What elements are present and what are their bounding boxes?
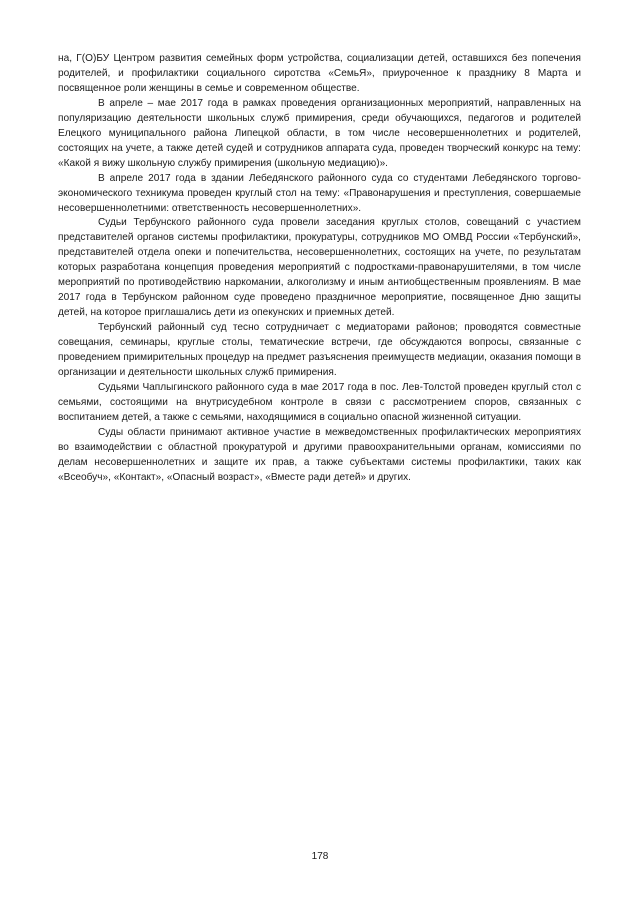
- paragraph-terbuny-mediators: Тербунский районный суд тесно сотрудничает с медиаторами районов; проводятся совместные совещания, семинары, круглые столы, тематические встречи, где обсуждаются вопросы, связанные с проведением примирительных процедур на предмет разъяснения преимуществ медиации, оказания помощи в организации и деятельности школьных служб примирения.: [58, 322, 582, 379]
- paragraph-lebedyan-round-table: В апреле 2017 года в здании Лебедянского районного суда со студентами Лебедянского торгово-экономического техникума проведен круглый стол на тему: «Правонарушения и преступления, совершаемые несовершеннолетними: ответственность несовершеннолетних».: [58, 172, 581, 214]
- body-text: [58, 52, 581, 486]
- page-number: 178: [311, 851, 329, 862]
- paragraph-continuation: на, Г(О)БУ Центром развития семейных форм устройства, социализации детей, оставшихся без попечения родителей, и профилактики социального сиротства «СемьЯ», приуроченное к празднику 8 Марта и посвященное роли женщины в семье и современном обществе.: [58, 53, 581, 94]
- paragraph-creative-contest: В апреле – мае 2017 года в рамках проведения организационных мероприятий, направленных на популяризацию деятельности школьных служб примирения, среди обучающихся, педагогов и родителей Елецкого муниципального района Липецкой области, в том числе несовершеннолетних и родителей, состоящих на учете, а также детей судей и сотрудников аппарата суда, проведен творческий конкурс на тему: «Какой я вижу школьную службу примирения (школьную медиацию)».: [58, 97, 581, 169]
- paragraph-terbuny-meetings: Судьи Тербунского районного суда провели заседания круглых столов, совещаний с участием представителей органов системы профилактики, прокуратуры, сотрудников МО ОМВД России «Тербунский», представителей отдела опеки и попечительства, несовершеннолетних, состоящих на учете, по результатам которых разработана концепция проведения мероприятий с подростками-правонарушителями, в том числе мероприятий по противодействию наркомании, алкоголизму и иным антиобщественным проявлениям. В мае 2017 года в Тербунском районном суде проведено праздничное мероприятие, посвященное Дню защиты детей, на которое приглашались дети из опекунских и приемных детей.: [58, 217, 581, 319]
- paragraph-interagency-activities: Суды области принимают активное участие в межведомственных профилактических мероприятиях во взаимодействии с областной прокуратурой и другими правоохранительными органам, комиссиями по делам несовершеннолетних и защите их прав, а также субъектами системы профилактики, таких как «Всеобуч», «Контакт», «Опасный возраст», «Вместе ради детей» и других.: [58, 426, 581, 483]
- paragraph-chaplygin-round-table: Судьями Чаплыгинского районного суда в мае 2017 года в пос. Лев-Толстой проведен круглый стол с семьями, состоящими на внутрисудебном контроле в связи с рассмотрением споров, связанных с воспитанием детей, а также с семьями, находящимися в социально опасной жизненной ситуации.: [58, 381, 581, 423]
